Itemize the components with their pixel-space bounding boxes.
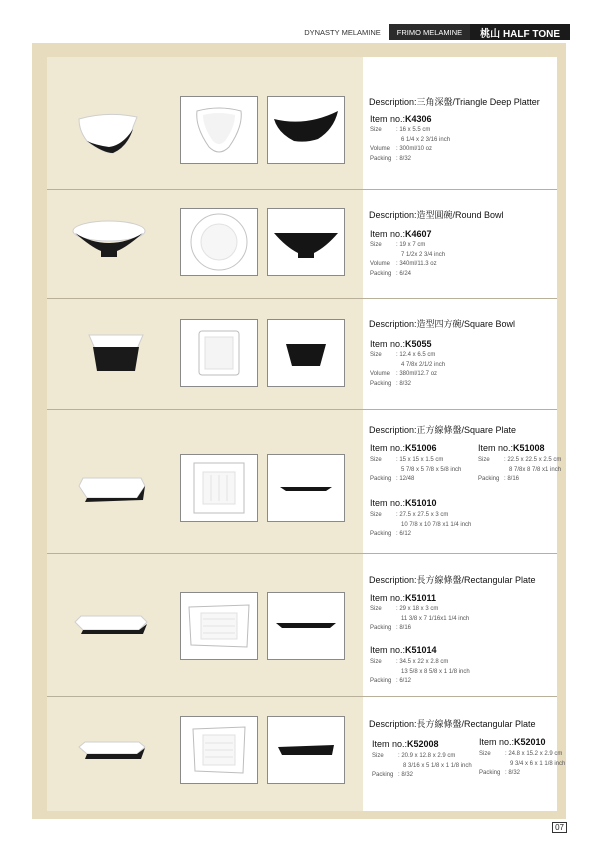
square-bowl-side-photo xyxy=(85,327,147,377)
square-plate-top-photo xyxy=(181,455,257,521)
item-number: Item no.:K51006 xyxy=(370,443,437,453)
item-number: Item no.:K51010 xyxy=(370,498,437,508)
product-photo-box xyxy=(180,592,258,660)
rect-plate-2-top-photo xyxy=(181,717,257,783)
product-description: Description:三角深盤/Triangle Deep Platter xyxy=(369,97,540,107)
product-description: Description:正方線條盤/Square Plate xyxy=(369,425,517,435)
square-bowl-top-photo xyxy=(181,320,257,386)
triangle-platter-top-photo xyxy=(181,97,257,163)
item-number: Item no.:K52010 xyxy=(479,737,546,747)
item-specs: Size : 34.5 x 22 x 2.8 cm 13 5/8 x 8 5/8 x 1 1/8 inch Packing : 6/12 xyxy=(370,659,470,684)
rect-plate-2-black-side-photo xyxy=(268,717,344,783)
item-number: Item no.:K51011 xyxy=(370,593,437,603)
product-photo-box xyxy=(180,319,258,387)
item-specs: Size : 29 x 18 x 3 cm 11 3/8 x 7 1/16x1 1/4 inch Packing : 8/16 xyxy=(370,606,470,631)
rect-plate-side-photo xyxy=(73,612,149,638)
row-divider xyxy=(47,298,557,299)
item-specs: Size : 20.9 x 12.8 x 2.9 cm 8 3/16 x 5 1/8 x 1 1/8 inch Packing : 8/32 xyxy=(372,753,472,778)
item-specs: Size : 27.5 x 27.5 x 3 cm 10 7/8 x 10 7/8 x1 1/4 inch Packing : 6/12 xyxy=(370,512,472,537)
triangle-platter-black-side-photo xyxy=(268,97,344,163)
product-photo-box xyxy=(180,96,258,164)
product-photo-box xyxy=(267,716,345,784)
product-description: Description:長方線條盤/Rectangular Plate xyxy=(369,575,536,585)
item-number: Item no.:K51014 xyxy=(370,645,437,655)
product-description: Description:長方線條盤/Rectangular Plate xyxy=(369,719,536,729)
triangle-platter-side-photo xyxy=(73,107,143,155)
product-photo-box xyxy=(267,208,345,276)
tab-frimo-melamine[interactable]: FRIMO MELAMINE xyxy=(389,24,470,40)
item-specs: Size : 12.4 x 6.5 cm 4 7/8x 2/1/2 inch Volume : 380ml/12.7 oz Packing : 8/32 xyxy=(370,352,446,387)
round-bowl-top-photo xyxy=(181,209,257,275)
row-divider xyxy=(47,696,557,697)
image-panel xyxy=(47,57,363,811)
square-bowl-black-side-photo xyxy=(268,320,344,386)
product-photo-box xyxy=(180,716,258,784)
item-number: Item no.:K52008 xyxy=(372,739,439,749)
row-divider xyxy=(47,409,557,410)
item-number: Item no.:K51008 xyxy=(478,443,545,453)
product-description: Description:造型圓碗/Round Bowl xyxy=(369,210,504,220)
item-specs: Size : 19 x 7 cm 7 1/2x 2 3/4 inch Volume : 340ml/11.3 oz Packing : 6/24 xyxy=(370,242,446,277)
product-photo-box xyxy=(180,454,258,522)
row-divider xyxy=(47,189,557,190)
square-plate-black-side-photo xyxy=(268,455,344,521)
rect-plate-top-photo xyxy=(181,593,257,659)
page-number: 07 xyxy=(552,822,567,833)
header-tabs xyxy=(296,24,570,40)
item-number: Item no.:K4607 xyxy=(370,229,432,239)
item-specs: Size : 22.5 x 22.5 x 2.5 cm 8 7/8x 8 7/8 x1 inch Packing : 8/16 xyxy=(478,457,562,482)
item-number: Item no.:K5055 xyxy=(370,339,432,349)
round-bowl-side-photo xyxy=(71,217,147,261)
item-specs: Size : 16 x 5.5 cm 6 1/4 x 2 3/16 inch Volume : 300ml/10 oz Packing : 8/32 xyxy=(370,127,451,162)
tab-half-tone[interactable]: 桃山 HALF TONE xyxy=(470,24,570,40)
product-photo-box xyxy=(267,454,345,522)
square-plate-side-photo xyxy=(77,472,147,506)
product-photo-box xyxy=(180,208,258,276)
rect-plate-2-side-photo xyxy=(77,739,147,763)
round-bowl-black-side-photo xyxy=(268,209,344,275)
item-specs: Size : 24.8 x 15.2 x 2.9 cm 9 3/4 x 6 x 1 1/8 inch Packing : 8/32 xyxy=(479,751,566,776)
catalog-panel xyxy=(47,57,566,811)
rect-plate-black-side-photo xyxy=(268,593,344,659)
product-photo-box xyxy=(267,592,345,660)
product-description: Description:造型四方碗/Square Bowl xyxy=(369,319,516,329)
product-photo-box xyxy=(267,319,345,387)
item-number: Item no.:K4306 xyxy=(370,114,432,124)
row-divider xyxy=(47,553,557,554)
item-specs: Size : 15 x 15 x 1.5 cm 5 7/8 x 5 7/8 x 5/8 inch Packing : 12/48 xyxy=(370,457,462,482)
product-photo-box xyxy=(267,96,345,164)
tab-dynasty-melamine[interactable]: DYNASTY MELAMINE xyxy=(296,24,389,40)
